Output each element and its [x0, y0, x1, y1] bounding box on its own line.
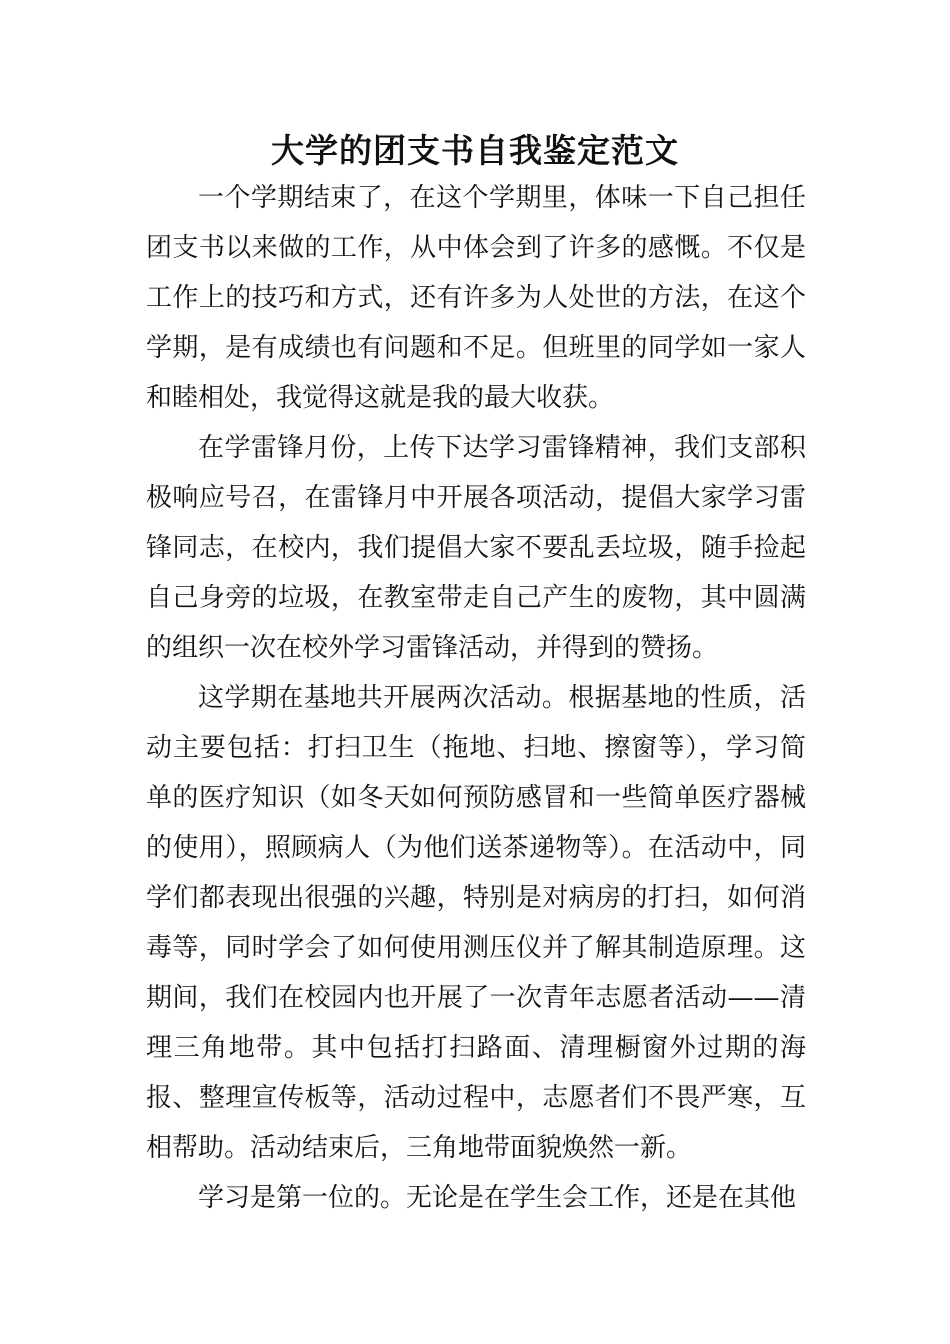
paragraph-1: 一个学期结束了，在这个学期里，体味一下自己担任团支书以来做的工作，从中体会到了许多的感慨。不仅是工作上的技巧和方式，还有许多为人处世的方法，在这个学期，是有成绩也有问题和不足。但班里的同学如一家人和睦相处，我觉得这就是我的最大收获。 [146, 183, 806, 413]
document-title: 大学的团支书自我鉴定范文 [271, 131, 679, 170]
paragraph-4: 学习是第一位的。无论是在学生会工作，还是在其他 [198, 1183, 797, 1213]
paragraph-3: 这学期在基地共开展两次活动。根据基地的性质，活动主要包括：打扫卫生（拖地、扫地、擦窗等），学习简单的医疗知识（如冬天如何预防感冒和一些简单医疗器械的使用），照顾病人（为他们送茶递物等）。在活动中，同学们都表现出很强的兴趣，特别是对病房的打扫，如何消毒等，同时学会了如何使用测压仪并了解其制造原理。这期间，我们在校园内也开展了一次青年志愿者活动——清理三角地带。其中包括打扫路面、清理橱窗外过期的海报、整理宣传板等，活动过程中，志愿者们不畏严寒，互相帮助。活动结束后，三角地带面貌焕然一新。 [146, 683, 806, 1163]
document-body [146, 173, 806, 1223]
paragraph-2: 在学雷锋月份，上传下达学习雷锋精神，我们支部积极响应号召，在雷锋月中开展各项活动，提倡大家学习雷锋同志，在校内，我们提倡大家不要乱丢垃圾，随手捡起自己身旁的垃圾，在教室带走自己产生的废物，其中圆满的组织一次在校外学习雷锋活动，并得到的赞扬。 [146, 433, 806, 663]
